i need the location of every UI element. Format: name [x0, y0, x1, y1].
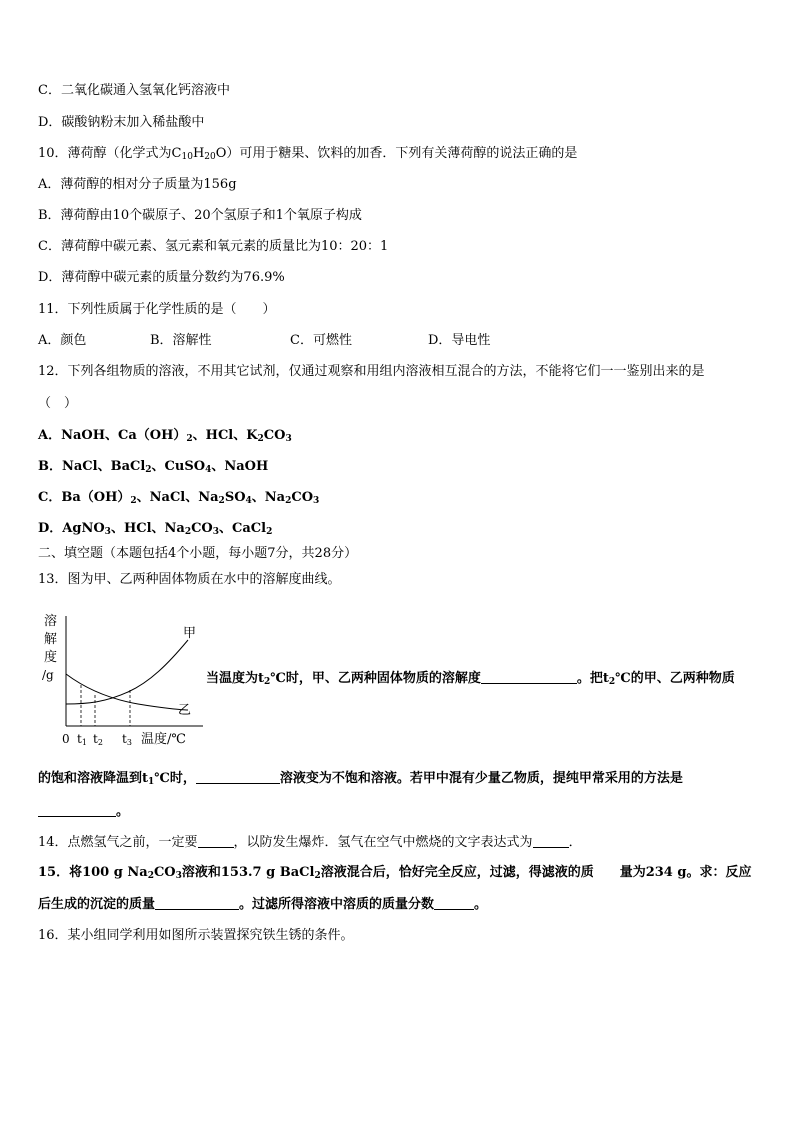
q12-a-part1: A．NaOH、Ca（OH） — [38, 428, 187, 443]
section-2-heading: 二、填空题（本题包括4个小题，每小题7分，共28分） — [38, 546, 358, 561]
q11-option-c: C．可燃性 — [290, 333, 352, 348]
q15-part2: CO — [153, 865, 176, 880]
q15-sub1: 2 — [147, 871, 154, 881]
q12-d-part4: 、CaCl — [219, 521, 267, 536]
q15-line-2 — [38, 896, 487, 913]
graph-xlabel: 温度/℃ — [141, 732, 186, 747]
q13-l3-end: 。 — [116, 804, 130, 819]
tick-t1-sub: 1 — [81, 738, 87, 747]
q12-b-part2: 、CuSO — [151, 459, 206, 474]
question-11: 11．下列性质属于化学性质的是（ ） — [38, 302, 276, 317]
tick-t3-sub: 3 — [126, 738, 132, 747]
q11-options — [38, 333, 490, 349]
q13-l1-part1: 当温度为t — [206, 671, 265, 686]
tick-t3-main: t — [122, 732, 127, 746]
q11-option-a: A．颜色 — [38, 333, 87, 348]
graph-ylabel-2: 解 — [44, 632, 58, 647]
q12-d-sub2: 2 — [184, 527, 192, 537]
q15-part4: 溶液混合后，恰好完全反应，过滤，得滤液的质 — [320, 865, 594, 880]
q10-text-b: H — [192, 146, 205, 161]
q12-c-sub4: 2 — [285, 496, 292, 506]
q12-option-a — [38, 428, 292, 444]
q13-line-2 — [38, 770, 683, 787]
q13-blank-2[interactable] — [196, 770, 280, 784]
q12-c-part4: 、Na — [251, 490, 286, 505]
option-d-q9: D．碳酸钠粉末加入稀盐酸中 — [38, 115, 205, 130]
q12-a-sub2: 2 — [257, 434, 264, 444]
q14-blank-1[interactable] — [198, 834, 234, 848]
q12-c-sub3: 4 — [245, 496, 252, 506]
tick-t2 — [93, 732, 103, 747]
q13-l1-part2: ℃时，甲、乙两种固体物质的溶解度 — [270, 671, 481, 686]
q12-c-part3: SO — [224, 490, 246, 505]
q15-l2-part3: 。 — [474, 897, 488, 912]
q12-b-sub2: 4 — [205, 465, 212, 475]
q15-sub3: 2 — [314, 871, 321, 881]
q15-part3: 溶液和153.7 g BaCl — [181, 865, 315, 880]
q12-paren: （ ） — [38, 396, 78, 411]
q10-option-c: C．薄荷醇中碳元素、氢元素和氧元素的质量比为10：20：1 — [38, 239, 389, 254]
q13-l1-part3: 。把t — [576, 671, 609, 686]
q14-part1: 14．点燃氢气之前，一定要 — [38, 835, 198, 850]
tick-t1 — [77, 732, 87, 747]
q13-line-1 — [206, 670, 735, 687]
question-16: 16．某小组同学利用如图所示装置探究铁生锈的条件。 — [38, 928, 354, 943]
q15-blank-1[interactable] — [155, 896, 239, 910]
q14-blank-2[interactable] — [533, 834, 569, 848]
q12-option-b — [38, 459, 268, 475]
question-13: 13．图为甲、乙两种固体物质在水中的溶解度曲线。 — [38, 572, 341, 587]
q12-b-sub1: 2 — [145, 465, 152, 475]
q10-text-c: O）可用于糖果、饮料的加香．下列有关薄荷醇的说法正确的是 — [215, 146, 578, 161]
q15-sub2: 3 — [175, 871, 182, 881]
tick-t1-main: t — [77, 732, 82, 746]
q12-c-part1: C．Ba（OH） — [38, 490, 131, 505]
tick-t3 — [122, 732, 132, 747]
tick-t2-sub: 2 — [97, 738, 103, 747]
q10-option-b: B．薄荷醇由10个碳原子、20个氢原子和1个氧原子构成 — [38, 208, 362, 223]
q12-d-part3: CO — [191, 521, 213, 536]
q12-c-sub2: 2 — [218, 496, 225, 506]
curve-jia — [66, 640, 188, 704]
q12-d-sub3: 3 — [212, 527, 220, 537]
graph-ylabel-3: 度 — [44, 650, 58, 665]
q11-option-d: D．导电性 — [428, 333, 491, 348]
question-14 — [38, 834, 582, 851]
q12-c-sub1: 2 — [130, 496, 137, 506]
q15-l2-part2: 。过滤所得溶液中溶质的质量分数 — [239, 897, 435, 912]
q13-l1-sub2: 2 — [608, 677, 616, 687]
q13-l2-sub: 1 — [148, 777, 155, 787]
q12-a-sub3: 3 — [285, 434, 292, 444]
q12-c-sub5: 3 — [313, 496, 320, 506]
q10-option-d: D．薄荷醇中碳元素的质量分数约为76.9% — [38, 270, 285, 285]
q12-b-part1: B．NaCl、BaCl — [38, 459, 146, 474]
q10-sub-c: 10 — [181, 152, 193, 162]
q12-a-sub1: 2 — [186, 434, 193, 444]
q12-d-sub4: 2 — [266, 527, 273, 537]
q15-part1: 15．将100 g Na — [38, 865, 148, 880]
q13-l2-part3: 溶液变为不饱和溶液。若甲中混有少量乙物质，提纯甲常采用的方法是 — [279, 771, 683, 786]
q12-b-part3: 、NaOH — [211, 459, 269, 474]
q12-option-c — [38, 490, 319, 506]
q13-l2-part1: 的饱和溶液降温到t — [38, 771, 149, 786]
q10-text-a: 10．薄荷醇（化学式为C — [38, 146, 182, 161]
q12-option-d — [38, 521, 272, 537]
q13-line-3 — [38, 803, 129, 820]
q13-l1-sub1: 2 — [264, 677, 271, 687]
question-12: 12．下列各组物质的溶液，不用其它试剂，仅通过观察和用组内溶液相互混合的方法，不能将它们一一鉴别出来的是 — [38, 364, 705, 379]
q12-a-part2: 、HCl、K — [192, 428, 258, 443]
curve-label-yi: 乙 — [178, 703, 192, 718]
graph-ylabel-4: /g — [42, 668, 54, 682]
tick-t2-main: t — [93, 732, 98, 746]
q11-option-b: B．溶解性 — [150, 333, 212, 348]
q15-l2-part1: 后生成的沉淀的质量 — [38, 897, 156, 912]
tick-0: 0 — [62, 732, 70, 746]
q13-blank-3[interactable] — [38, 803, 116, 817]
q10-option-a: A．薄荷醇的相对分子质量为156g — [38, 177, 237, 192]
graph-ylabel-1: 溶 — [44, 614, 58, 629]
q12-d-part2: 、HCl、Na — [110, 521, 185, 536]
q14-part3: ． — [568, 835, 582, 850]
question-15 — [38, 865, 751, 881]
q12-c-part2: 、NaCl、Na — [136, 490, 219, 505]
curve-label-jia: 甲 — [183, 626, 197, 641]
q10-sub-h: 20 — [204, 152, 216, 162]
q12-a-part3: CO — [263, 428, 286, 443]
option-c-q9: C．二氧化碳通入氢氧化钙溶液中 — [38, 83, 230, 98]
q12-d-part1: D．AgNO — [38, 521, 105, 536]
q14-part2: ，以防发生爆炸．氢气在空气中燃烧的文字表达式为 — [233, 835, 533, 850]
solubility-graph — [38, 610, 203, 750]
q13-blank-1[interactable] — [481, 670, 577, 684]
q13-l1-part4: ℃的甲、乙两种物质 — [615, 671, 735, 686]
q12-d-sub1: 3 — [104, 527, 111, 537]
q15-part5: 量为234 g。求：反应 — [619, 865, 752, 880]
q12-c-part5: CO — [291, 490, 314, 505]
q15-blank-2[interactable] — [434, 896, 474, 910]
question-10 — [38, 146, 577, 162]
q13-l2-part2: ℃时， — [154, 771, 196, 786]
